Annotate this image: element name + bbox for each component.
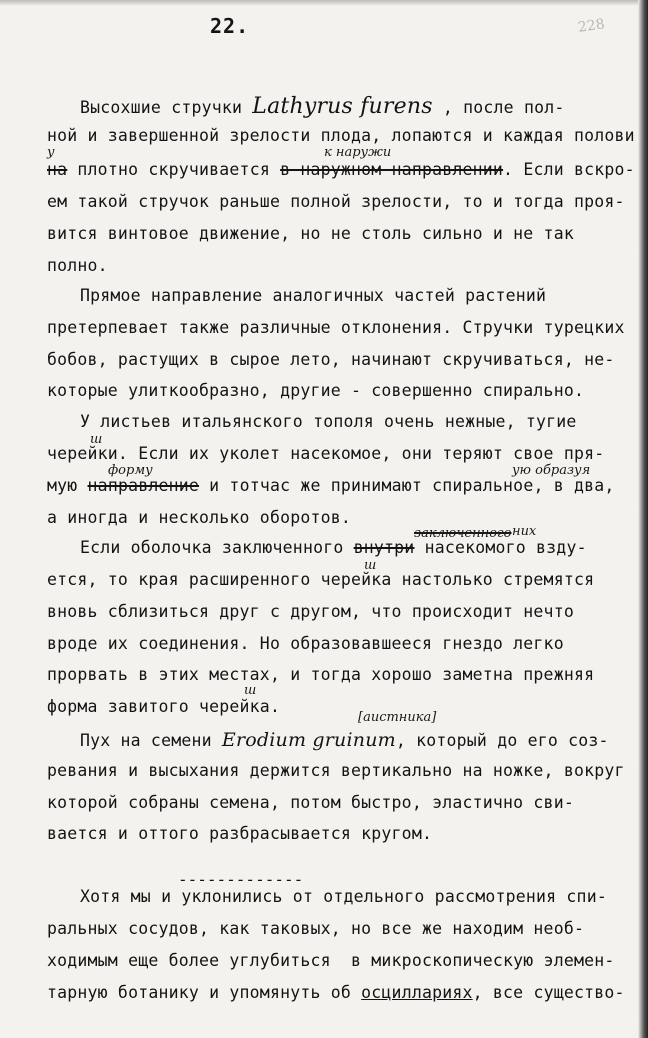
p5-line-4: вается и оттого разбрасывается кругом. xyxy=(47,824,433,843)
p5-line-1 xyxy=(80,731,609,750)
page-number: 22. xyxy=(210,14,250,38)
p2-line-4: которые улиткообразно, другие - совершенно спирально. xyxy=(47,381,585,400)
p4-line-4: вроде их соединения. Но образовавшееся гнездо легко xyxy=(47,634,564,653)
p4-line-6: форма завитого черейка. xyxy=(47,697,281,716)
p1-line-1 xyxy=(80,96,564,118)
struck-text: направление xyxy=(87,476,200,495)
p1-text: Высохшие стручки xyxy=(80,98,253,117)
p6-line-3: ходимым еще более углубиться в микроскопическую элемен- xyxy=(47,951,615,970)
handwritten-species-name: Lathyrus furens xyxy=(252,94,433,119)
handwritten-insertion: них xyxy=(512,524,537,539)
p3-text: мую xyxy=(47,476,88,495)
p6-line-1: Хотя мы и уклонились от отдельного рассмотрения спи- xyxy=(80,887,607,906)
p5-line-3: которой собраны семена, потом быстро, эластично сви- xyxy=(47,793,574,812)
p6-line-4 xyxy=(47,985,625,1002)
handwritten-insertion: к наружи xyxy=(324,145,392,160)
p5-text: Пух на семени xyxy=(80,731,222,750)
p4-line-5: прорвать в этих местах, и тогда хорошо заметна прежняя xyxy=(47,665,595,684)
handwritten-insertion: форму xyxy=(108,463,153,478)
p3-line-4: а иногда и несколько оборотов. xyxy=(47,508,352,527)
p6-line-2: ральных сосудов, как таковых, но все же находим необ- xyxy=(47,919,585,938)
p1-line-2: ной и завершенной зрелости плода, лопаются и каждая полови xyxy=(47,126,635,145)
p1-text: . Если вскро- xyxy=(503,160,635,179)
p5-text: , который до его соз- xyxy=(395,731,609,750)
handwritten-insertion: у xyxy=(47,145,55,160)
p3-line-2: черейки. Если их уколет насекомое, они теряют свое пря- xyxy=(47,444,605,463)
archive-stamp: 228 xyxy=(577,16,606,36)
p2-line-3: бобов, растущих в сырое лето, начинают скручиваться, не- xyxy=(47,350,615,369)
handwritten-species-name: Erodium gruinum xyxy=(221,729,396,751)
p1-line-5: вится винтовое движение, но не столь сильно и не так xyxy=(47,224,574,243)
page-right-edge-shadow xyxy=(638,0,648,1038)
handwritten-insertion: ш xyxy=(364,558,377,573)
p4-line-1 xyxy=(80,540,587,557)
p6-text: тарную ботанику и упомянуть об xyxy=(47,983,362,1002)
p3-text: и тотчас же принимают спиральное, в два, xyxy=(199,476,615,495)
p1-line-3 xyxy=(47,162,635,179)
p5-line-2: ревания и высыхания держится вертикально на ножке, вокруг xyxy=(47,761,625,780)
underlined-term: осциллариях xyxy=(361,983,473,1002)
handwritten-insertion: ую образуя xyxy=(512,463,591,478)
p6-text: , все существо- xyxy=(472,983,625,1002)
struck-text: в наружном направлении xyxy=(280,160,504,179)
p1-line-4: ем такой стручок раньше полной зрелости, то и тогда проя- xyxy=(47,192,625,211)
p1-text: плотно скручивается xyxy=(67,160,281,179)
p1-line-6: полно. xyxy=(47,256,108,275)
p4-line-3: вновь сблизиться друг с другом, что происходит нечто xyxy=(47,602,574,621)
handwritten-insertion: заключенного xyxy=(414,526,512,541)
handwritten-insertion: ш xyxy=(90,432,103,447)
struck-text: на xyxy=(47,160,68,179)
p4-line-2: ется, то края расширенного черейка настолько стремятся xyxy=(47,570,595,589)
handwritten-insertion: ш xyxy=(244,683,257,698)
p2-line-1: Прямое направление аналогичных частей растений xyxy=(80,286,547,305)
p3-line-1: У листьев итальянского тополя очень нежные, тугие xyxy=(80,412,577,431)
page-top-edge xyxy=(0,0,648,6)
section-separator: ------------- xyxy=(178,870,304,889)
handwritten-insertion: [аистника] xyxy=(358,710,437,725)
p2-line-2: претерпевает также различные отклонения. Стручки турецких xyxy=(47,318,625,337)
p1-text: , после пол- xyxy=(432,98,565,117)
struck-text: внутри xyxy=(353,538,415,557)
p4-text: насекомого взду- xyxy=(414,538,587,557)
p3-line-3 xyxy=(47,478,615,495)
p4-text: Если оболочка заключенного xyxy=(80,538,354,557)
